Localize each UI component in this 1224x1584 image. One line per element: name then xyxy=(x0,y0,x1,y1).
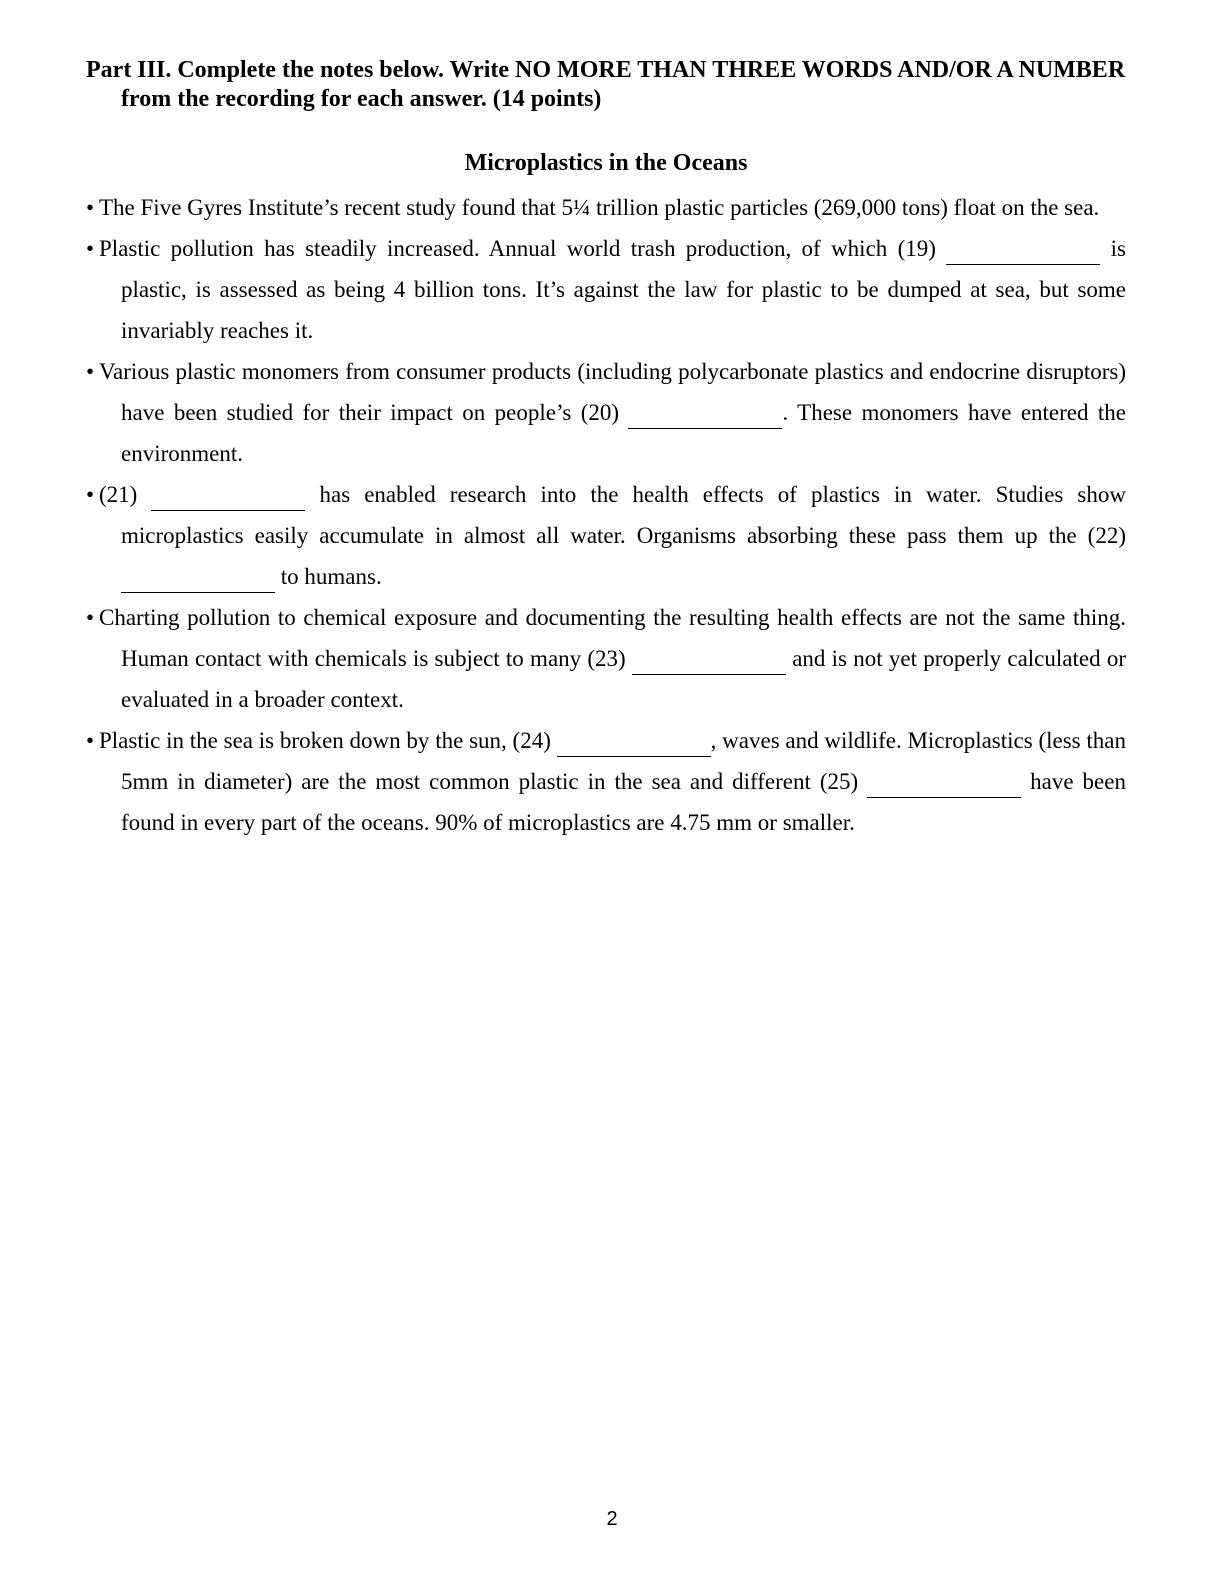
note-text: , waves and wildlife. Microplastics (less than 5mm in diameter) are the most common plastic in the sea and different (25) xyxy=(121,728,1126,794)
note-text: Various plastic monomers from consumer products (including polycarbonate plastics and endocrine disruptors) have been studied for their impact on people’s (20) xyxy=(99,359,1126,425)
note-text: to humans. xyxy=(275,564,382,589)
answer-blank-23[interactable] xyxy=(632,650,786,675)
bullet-marker: • xyxy=(86,236,95,261)
page-number: 2 xyxy=(606,1508,618,1530)
answer-blank-22[interactable] xyxy=(121,568,275,593)
note-item-2 xyxy=(86,228,1126,351)
bullet-marker: • xyxy=(86,195,95,220)
note-text: Plastic in the sea is broken down by the sun, (24) xyxy=(99,728,557,753)
part-instruction: Part III. Complete the notes below. Write NO MORE THAN THREE WORDS AND/OR A NUMBER from the recording for each answer. (14 points) xyxy=(86,57,1126,112)
answer-blank-25[interactable] xyxy=(867,773,1021,798)
note-item-5 xyxy=(86,597,1126,720)
notes-title: Microplastics in the Oceans xyxy=(464,150,748,176)
note-text: The Five Gyres Institute’s recent study found that 5¼ trillion plastic particles (269,000 tons) float on the sea. xyxy=(99,195,1100,220)
note-text: (21) xyxy=(99,482,152,507)
bullet-marker: • xyxy=(86,728,95,753)
note-item-1 xyxy=(86,187,1126,228)
notes-list xyxy=(86,187,1126,843)
answer-blank-21[interactable] xyxy=(151,486,305,511)
note-text: . These monomers have entered the environment. xyxy=(121,400,1126,466)
answer-blank-24[interactable] xyxy=(557,732,711,757)
note-text: Plastic pollution has steadily increased. Annual world trash production, of which (19) xyxy=(99,236,947,261)
note-item-6 xyxy=(86,720,1126,843)
bullet-marker: • xyxy=(86,359,95,384)
note-item-4 xyxy=(86,474,1126,597)
note-text: is plastic, is assessed as being 4 billion tons. It’s against the law for plastic to be dumped at sea, but some invariably reaches it. xyxy=(121,236,1127,343)
answer-blank-19[interactable] xyxy=(946,240,1100,265)
bullet-marker: • xyxy=(86,482,95,507)
note-text: has enabled research into the health effects of plastics in water. Studies show microplastics easily accumulate in almost all water. Organisms absorbing these pass them up the (22) xyxy=(121,482,1126,548)
bullet-marker: • xyxy=(86,605,95,630)
note-text: have been found in every part of the oceans. 90% of microplastics are 4.75 mm or smaller. xyxy=(121,769,1126,835)
worksheet-page xyxy=(86,56,1126,843)
note-text: and is not yet properly calculated or evaluated in a broader context. xyxy=(121,646,1126,712)
note-text: Charting pollution to chemical exposure and documenting the resulting health effects are not the same thing. Human contact with chemicals is subject to many (23) xyxy=(99,605,1126,671)
note-item-3 xyxy=(86,351,1126,474)
answer-blank-20[interactable] xyxy=(628,404,782,429)
